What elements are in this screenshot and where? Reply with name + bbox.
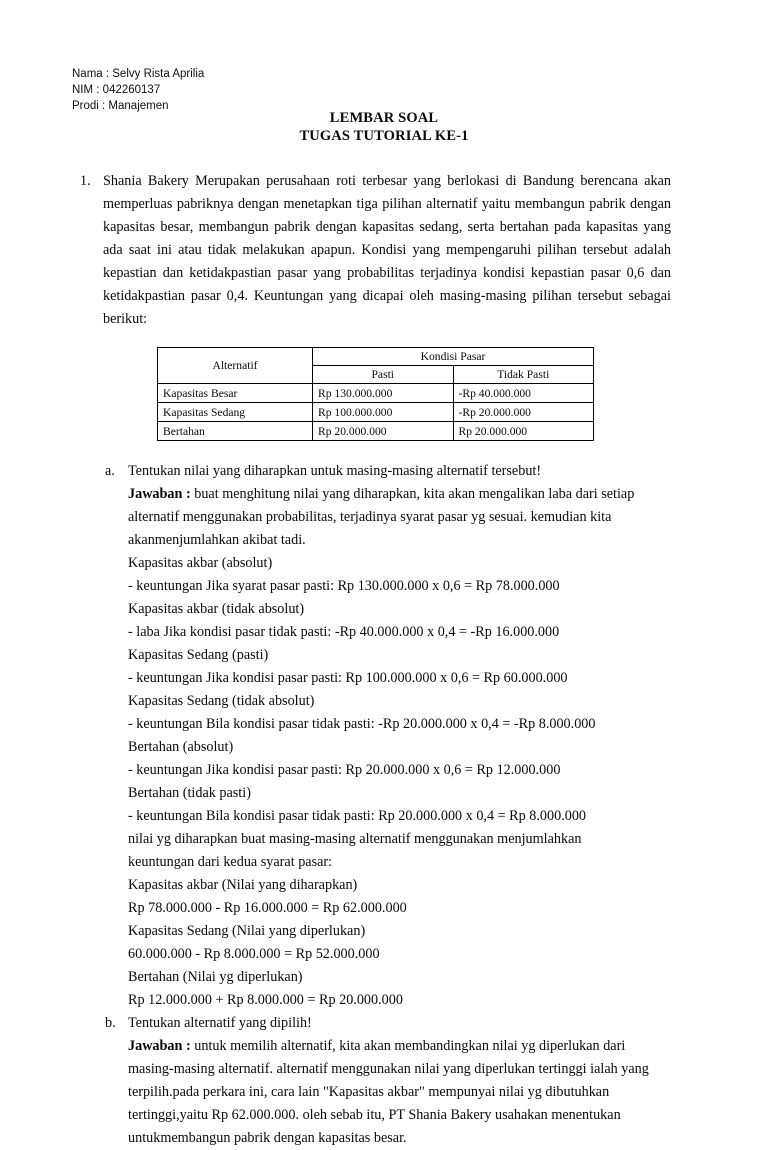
cell-alternatif: Kapasitas Besar: [158, 384, 313, 403]
cell-alternatif: Bertahan: [158, 422, 313, 441]
cell-pasti: Rp 100.000.000: [313, 403, 454, 422]
table-header-row-1: [158, 348, 594, 366]
sub-item-a-question: Tentukan nilai yang diharapkan untuk masing-masing alternatif tersebut!: [128, 463, 542, 479]
calc-line: 60.000.000 - Rp 8.000.000 = Rp 52.000.000: [128, 946, 380, 962]
calc-line: nilai yg diharapkan buat masing-masing alternatif menggunakan menjumlahkan: [128, 831, 582, 847]
sub-item-b-body: [128, 1012, 671, 1150]
student-program: Prodi : Manajemen: [72, 100, 169, 112]
sub-item-a-answer-paragraph: [128, 483, 671, 552]
header-tidak-pasti: Tidak Pasti: [453, 366, 594, 384]
document-content: [0, 170, 768, 1150]
payoff-table-wrapper: [0, 347, 768, 441]
page-title: [0, 110, 768, 145]
calc-line: keuntungan dari kedua syarat pasar:: [128, 854, 333, 870]
cell-alternatif: Kapasitas Sedang: [158, 403, 313, 422]
title-line-2: TUGAS TUTORIAL KE-1: [299, 127, 469, 144]
calc-line: - laba Jika kondisi pasar tidak pasti: -Rp 40.000.000 x 0,4 = -Rp 16.000.000: [128, 624, 560, 640]
answer-text: untuk memilih alternatif, kita akan membandingkan nilai yg diperlukan dari masing-masing alternatif. alternatif menggunakan nilai yang diperlukan tertinggi ialah yang terpilih.pada perkara ini, cara lain "Kapasitas akbar" mempunyai nilai yg dibutuhkan tertinggi,yaitu Rp 62.000.000. oleh sebab itu, PT Shania Bakery usahakan menentukan untukmembangun pabrik dengan kapasitas besar.: [128, 1038, 649, 1146]
header-alternatif: Alternatif: [158, 348, 313, 384]
table-row: [158, 384, 594, 403]
calc-line: - keuntungan Jika kondisi pasar pasti: Rp 20.000.000 x 0,6 = Rp 12.000.000: [128, 762, 561, 778]
calc-line: Kapasitas Sedang (tidak absolut): [128, 693, 315, 709]
cell-tidak-pasti: Rp 20.000.000: [453, 422, 594, 441]
calc-line: Kapasitas akbar (tidak absolut): [128, 601, 305, 617]
calc-line: Rp 78.000.000 - Rp 16.000.000 = Rp 62.000.000: [128, 900, 407, 916]
title-line-1: LEMBAR SOAL: [329, 110, 439, 126]
calc-line: Bertahan (Nilai yg diperlukan): [128, 969, 303, 985]
calc-line: - keuntungan Jika syarat pasar pasti: Rp 130.000.000 x 0,6 = Rp 78.000.000: [128, 578, 560, 594]
answer-intro: buat menghitung nilai yang diharapkan, kita akan mengalikan laba dari setiap alternatif menggunakan probabilitas, terjadinya syarat pasar yg sesuai. kemudian kita akanmenjumlahkan akibat tadi.: [128, 486, 635, 548]
sub-item-b-marker: b.: [105, 1015, 116, 1031]
sub-item-b-question: Tentukan alternatif yang dipilih!: [128, 1015, 312, 1031]
payoff-table: [157, 347, 594, 441]
calc-line: Rp 12.000.000 + Rp 8.000.000 = Rp 20.000.000: [128, 992, 403, 1008]
cell-tidak-pasti: -Rp 40.000.000: [453, 384, 594, 403]
sub-item-a-body: [128, 460, 671, 1012]
calc-line: Kapasitas Sedang (pasti): [128, 647, 269, 663]
student-identity-block: [72, 66, 204, 114]
calc-line: Kapasitas akbar (Nilai yang diharapkan): [128, 877, 358, 893]
answer-label: Jawaban :: [128, 486, 191, 502]
sub-item-a: [0, 460, 768, 1012]
cell-pasti: Rp 130.000.000: [313, 384, 454, 403]
question-text: Shania Bakery Merupakan perusahaan roti terbesar yang berlokasi di Bandung berencana akan memperluas pabriknya dengan menetapkan tiga pilihan alternatif yaitu membangun pabrik dengan kapasitas besar, membangun pabrik dengan kapasitas sedang, serta bertahan pada kapasitas yang ada saat ini atau tidak melakukan apapun. Kondisi yang mempengaruhi pilihan tersebut adalah kepastian dan ketidakpastian pasar yang probabilitas terjadinya kondisi kepastian pasar 0,6 dan ketidakpastian pasar 0,4. Keuntungan yang dicapai oleh masing-masing pilihan tersebut sebagai berikut:: [103, 173, 671, 327]
calc-line: Kapasitas Sedang (Nilai yang diperlukan): [128, 923, 366, 939]
sub-item-a-marker: a.: [105, 463, 115, 479]
cell-pasti: Rp 20.000.000: [313, 422, 454, 441]
calc-line: - keuntungan Bila kondisi pasar tidak pasti: -Rp 20.000.000 x 0,4 = -Rp 8.000.000: [128, 716, 596, 732]
sub-item-b: [0, 1012, 768, 1150]
answer-label: Jawaban :: [128, 1038, 191, 1054]
table-row: [158, 422, 594, 441]
calc-line: Bertahan (absolut): [128, 739, 234, 755]
calc-line: Kapasitas akbar (absolut): [128, 555, 273, 571]
calc-line: - keuntungan Bila kondisi pasar tidak pasti: Rp 20.000.000 x 0,4 = Rp 8.000.000: [128, 808, 587, 824]
student-name: Nama : Selvy Rista Aprilia: [72, 68, 205, 80]
question-marker: 1.: [80, 173, 91, 189]
calc-line: Bertahan (tidak pasti): [128, 785, 251, 801]
table-row: [158, 403, 594, 422]
calc-line: - keuntungan Jika kondisi pasar pasti: Rp 100.000.000 x 0,6 = Rp 60.000.000: [128, 670, 568, 686]
sub-items-list: [0, 460, 768, 1150]
student-nim: NIM : 042260137: [72, 84, 161, 96]
sub-item-b-answer-paragraph: [128, 1035, 671, 1150]
header-pasti: Pasti: [313, 366, 454, 384]
question-item-1: [0, 170, 768, 331]
cell-tidak-pasti: -Rp 20.000.000: [453, 403, 594, 422]
header-kondisi-pasar: Kondisi Pasar: [313, 348, 594, 366]
